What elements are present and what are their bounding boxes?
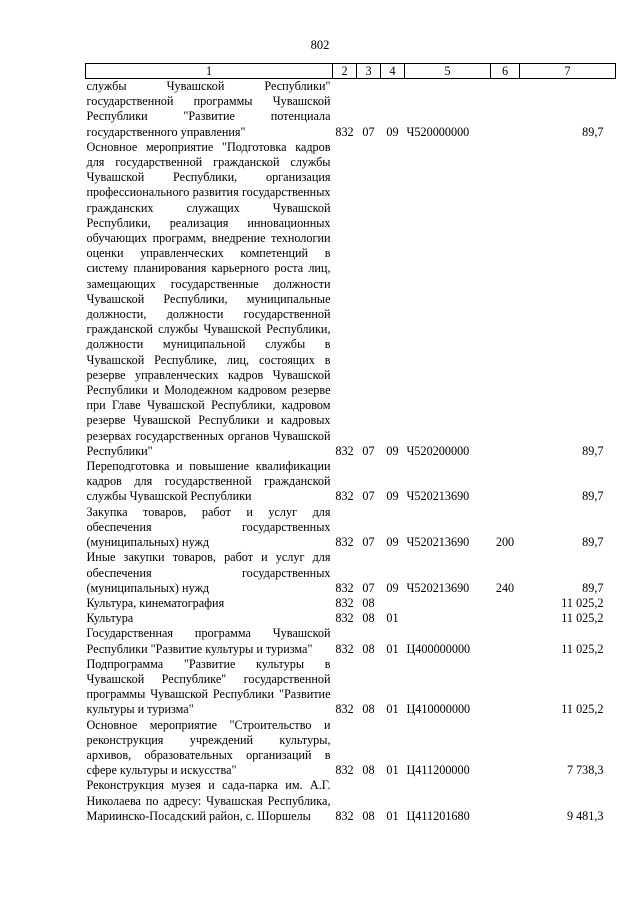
subsection-code: 09	[386, 580, 399, 595]
expense-type-code: 200	[495, 535, 515, 550]
row-name: Реконструкция музея и сада-парка им. А.Г. Николаева по адресу: Чувашская Республика, Мариинско-Посадский район, с. Шоршелы	[86, 778, 331, 823]
ministry-code: 832	[335, 124, 354, 139]
table-row	[86, 626, 616, 656]
amount: 11 025,2	[561, 611, 604, 626]
table-row	[86, 550, 616, 596]
target-article-code: Ч520213690	[406, 535, 470, 550]
header-col-4: 4	[381, 64, 405, 79]
section-code: 08	[362, 595, 375, 610]
amount: 89,7	[582, 124, 604, 139]
table-row	[86, 778, 616, 824]
amount: 89,7	[582, 580, 604, 595]
table-row	[86, 505, 616, 551]
row-name: Культура	[86, 611, 134, 626]
amount: 89,7	[582, 535, 604, 550]
section-code: 07	[362, 124, 375, 139]
expense-type-code	[491, 778, 520, 824]
subsection-code: 01	[386, 702, 399, 717]
subsection-code: 09	[386, 489, 399, 504]
ministry-code: 832	[335, 702, 354, 717]
expense-type-code	[491, 140, 520, 459]
target-article-code: Ц410000000	[406, 702, 471, 717]
subsection-code: 09	[386, 443, 399, 458]
target-article-code: Ч520000000	[406, 124, 470, 139]
row-name: Культура, кинематография	[86, 595, 225, 610]
target-article-code: Ч520213690	[406, 580, 470, 595]
expense-type-code	[491, 626, 520, 656]
table-row	[86, 140, 616, 459]
ministry-code: 832	[335, 595, 354, 610]
target-article-code: Ц400000000	[406, 641, 471, 656]
amount: 11 025,2	[561, 702, 604, 717]
ministry-code: 832	[335, 489, 354, 504]
section-code: 07	[362, 535, 375, 550]
ministry-code: 832	[335, 808, 354, 823]
header-col-5: 5	[405, 64, 491, 79]
table-row	[86, 79, 616, 140]
subsection-code: 01	[386, 611, 399, 626]
section-code: 07	[362, 489, 375, 504]
amount: 89,7	[582, 489, 604, 504]
row-name: Основное мероприятие "Подготовка кадров для государственной гражданской службы Чувашской Республики, организация профессионального развития государственных гражданских служащих Чувашской Республики, реализация инновационных обучающих программ, внедрение технологии оценки управленческих компетенций в систему планирования карьерного роста лиц, замещающих государственные должности Чувашской Республики, муниципальные должности, должности государственной гражданской службы Чувашской Республики, должности муниципальной службы в Чувашской Республике, лиц, состоящих в резерве управленческих кадров Чувашской Республики и Молодежном кадровом резерве при Главе Чувашской Республики, кадровом резерве Чувашской Республики и кадровых резервах государственных органов Чувашской Республики"	[86, 139, 331, 458]
section-code: 08	[362, 808, 375, 823]
row-name: Иные закупки товаров, работ и услуг для обеспечения государственных (муниципальных) нужд	[86, 550, 331, 595]
expense-type-code	[491, 657, 520, 718]
amount: 11 025,2	[561, 641, 604, 656]
amount: 7 738,3	[566, 763, 604, 778]
ministry-code: 832	[335, 641, 354, 656]
subsection-code: 01	[386, 808, 399, 823]
section-code: 08	[362, 611, 375, 626]
section-code: 07	[362, 443, 375, 458]
expense-type-code	[491, 596, 520, 611]
page-number: 802	[310, 38, 330, 52]
header-col-3: 3	[357, 64, 381, 79]
ministry-code: 832	[335, 580, 354, 595]
subsection-code	[381, 596, 405, 611]
target-article-code	[405, 596, 491, 611]
subsection-code: 09	[386, 535, 399, 550]
table-row	[86, 611, 616, 626]
section-code: 08	[362, 702, 375, 717]
row-name: Основное мероприятие "Строительство и реконструкция учреждений культуры, архивов, образовательных организаций в сфере культуры и искусства"	[86, 717, 331, 778]
expense-type-code	[491, 718, 520, 779]
table-row	[86, 718, 616, 779]
expense-type-code	[491, 459, 520, 505]
expense-type-code	[491, 611, 520, 626]
budget-table	[85, 63, 616, 824]
table-row	[86, 657, 616, 718]
subsection-code: 01	[386, 763, 399, 778]
header-col-2: 2	[333, 64, 357, 79]
target-article-code: Ч520213690	[406, 489, 470, 504]
target-article-code: Ц411201680	[406, 808, 470, 823]
section-code: 08	[362, 641, 375, 656]
header-col-1: 1	[86, 64, 333, 79]
row-name: службы Чувашской Республики" государственной программы Чувашской Республики "Развитие потенциала государственного управления"	[86, 79, 331, 139]
header-col-7: 7	[520, 64, 616, 79]
row-name: Переподготовка и повышение квалификации кадров для государственной гражданской службы Чувашской Республики	[86, 459, 331, 504]
section-code: 08	[362, 763, 375, 778]
amount: 9 481,3	[566, 808, 604, 823]
header-row	[86, 64, 616, 79]
header-col-6: 6	[491, 64, 520, 79]
target-article-code: Ц411200000	[406, 763, 470, 778]
ministry-code: 832	[335, 763, 354, 778]
target-article-code	[405, 611, 491, 626]
expense-type-code	[491, 79, 520, 140]
section-code: 07	[362, 580, 375, 595]
expense-type-code: 240	[495, 580, 515, 595]
row-name: Подпрограмма "Развитие культуры в Чувашской Республике" государственной программы Чувашской Республики "Развитие культуры и туризма"	[86, 656, 331, 717]
table-row	[86, 596, 616, 611]
amount: 89,7	[582, 443, 604, 458]
subsection-code: 09	[386, 124, 399, 139]
target-article-code: Ч520200000	[406, 443, 470, 458]
row-name: Закупка товаров, работ и услуг для обеспечения государственных (муниципальных) нужд	[86, 504, 331, 550]
ministry-code: 832	[335, 443, 354, 458]
ministry-code: 832	[335, 535, 354, 550]
row-name: Государственная программа Чувашской Республики "Развитие культуры и туризма"	[86, 626, 331, 656]
amount: 11 025,2	[561, 595, 604, 610]
subsection-code: 01	[386, 641, 399, 656]
ministry-code: 832	[335, 611, 354, 626]
table-row	[86, 459, 616, 505]
